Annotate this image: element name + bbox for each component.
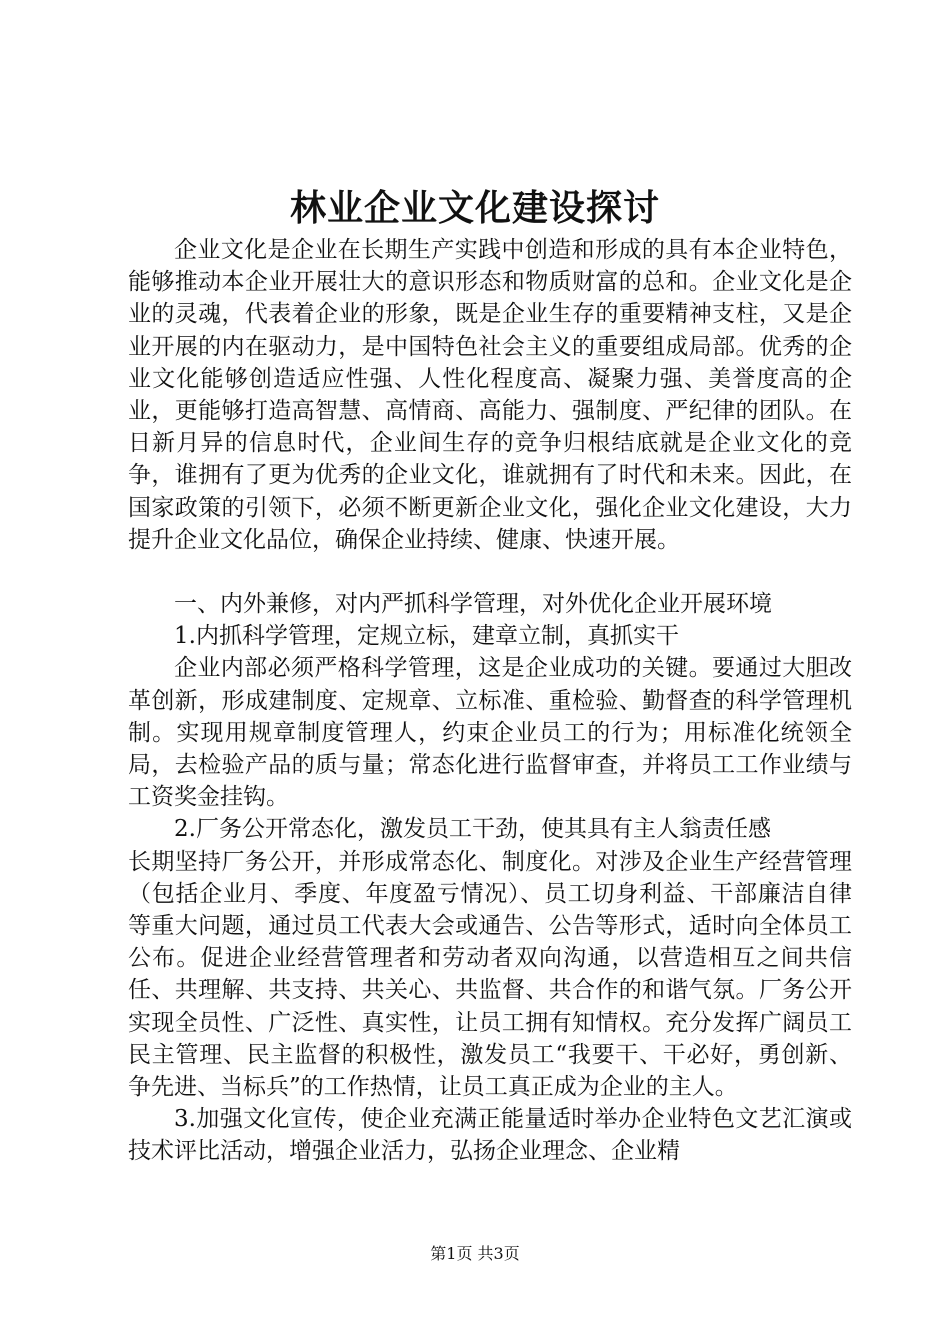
body-paragraph: 企业内部必须严格科学管理，这是企业成功的关键。要通过大胆改革创新，形成建制度、定规章、立标准、重检验、勤督查的科学管理机制。实现用规章制度管理人，约束企业员工的行为；用标准化统领全局，去检验产品的质与量；常态化进行监督审查，并将员工工作业绩与工资奖金挂钩。 xyxy=(128,655,852,811)
document-body xyxy=(128,234,852,1168)
page-footer: 第1页 共3页 xyxy=(430,1244,520,1263)
section-heading-1: 一、内外兼修，对内严抓科学管理，对外优化企业开展环境 xyxy=(174,591,772,618)
body-paragraph: 长期坚持厂务公开，并形成常态化、制度化。对涉及企业生产经营管理（包括企业月、季度、年度盈亏情况）、员工切身利益、干部廉洁自律等重大问题，通过员工代表大会或通告、公告等形式，适时向全体员工公布。促进企业经营管理者和劳动者双向沟通，以营造相互之间共信任、共理解、共支持、共关心、共监督、共合作的和谐气氛。厂务公开实现全员性、广泛性、真实性，让员工拥有知情权。充分发挥广阔员工民主管理、民主监督的积极性，激发员工“我要干、干必好，勇创新、争先进、当标兵”的工作热情，让员工真正成为企业的主人。 xyxy=(128,848,852,1101)
document-title: 林业企业文化建设探讨 xyxy=(289,187,660,229)
subheading-3: 3.加强文化宣传，使企业充满正能量适时举办企业特色文艺汇演或技术评比活动，增强企业活力，弘扬企业理念、企业精 xyxy=(128,1106,852,1165)
subheading-1: 1.内抓科学管理，定规立标，建章立制，真抓实干 xyxy=(174,623,679,650)
intro-paragraph: 企业文化是企业在长期生产实践中创造和形成的具有本企业特色，能够推动本企业开展壮大的意识形态和物质财富的总和。企业文化是企业的灵魂，代表着企业的形象，既是企业生存的重要精神支柱，又是企业开展的内在驱动力，是中国特色社会主义的重要组成局部。优秀的企业文化能够创造适应性强、人性化程度高、凝聚力强、美誉度高的企业，更能够打造高智慧、高情商、高能力、强制度、严纪律的团队。在日新月异的信息时代，企业间生存的竞争归根结底就是企业文化的竞争，谁拥有了更为优秀的企业文化，谁就拥有了时代和未来。因此，在国家政策的引领下，必须不断更新企业文化，强化企业文化建设，大力提升企业文化品位，确保企业持续、健康、快速开展。 xyxy=(128,237,852,553)
subheading-2: 2.厂务公开常态化，激发员工干劲，使其具有主人翁责任感 xyxy=(174,816,771,843)
